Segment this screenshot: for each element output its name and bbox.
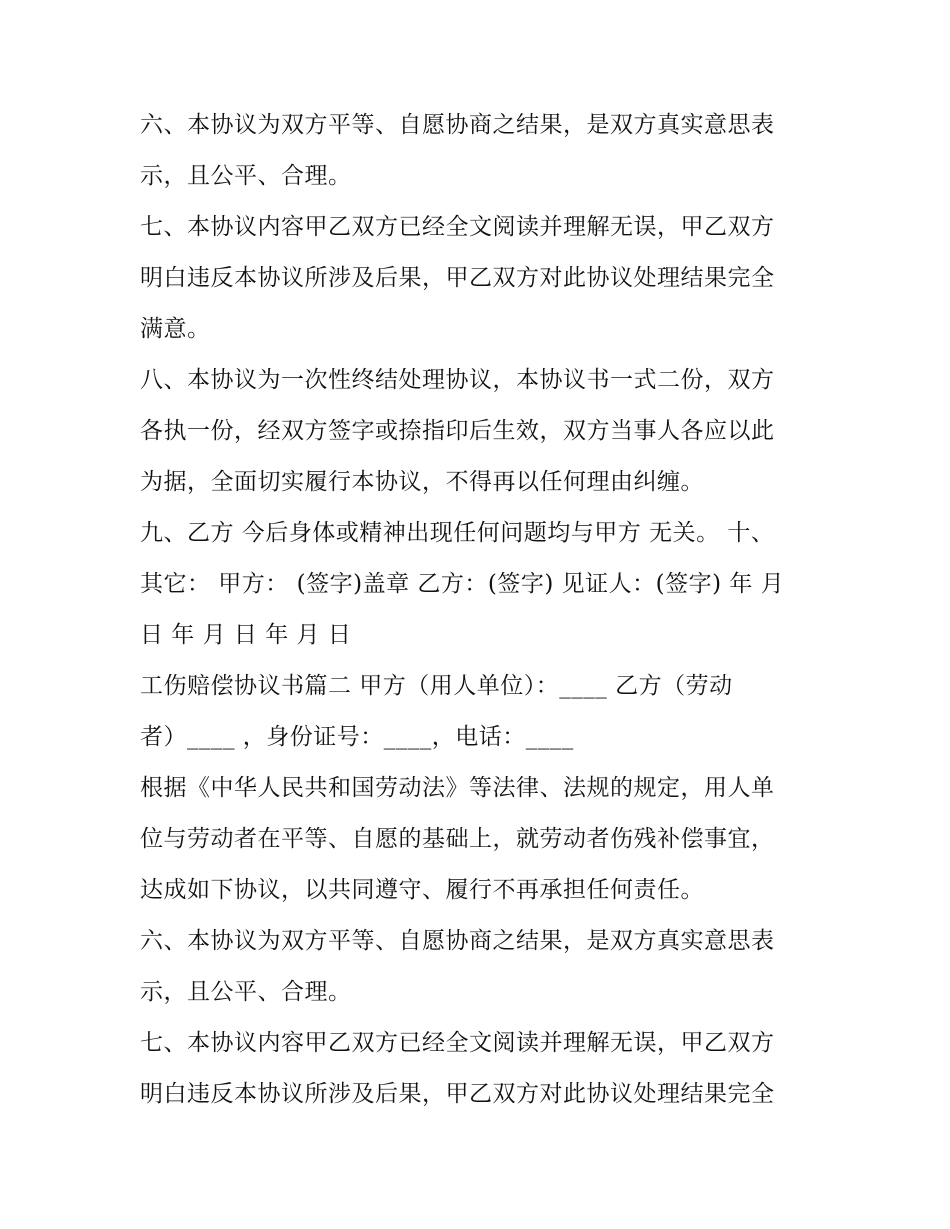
- text-line: 六、本协议为双方平等、自愿协商之结果，是双方真实意思表: [140, 928, 775, 954]
- text-line: 日 年 月 日 年 月 日: [140, 622, 352, 648]
- text-line: 八、本协议为一次性终结处理协议，本协议书一式二份，双方: [140, 367, 775, 393]
- text-line: 明白违反本协议所涉及后果，甲乙双方对此协议处理结果完全: [140, 1081, 775, 1107]
- text-line: 其它： 甲方： (签字)盖章 乙方：(签字) 见证人：(签字) 年 月: [140, 571, 785, 597]
- text-line: 六、本协议为双方平等、自愿协商之结果，是双方真实意思表: [140, 112, 775, 138]
- text-line: 明白违反本协议所涉及后果，甲乙双方对此协议处理结果完全: [140, 265, 775, 291]
- text-line: 位与劳动者在平等、自愿的基础上，就劳动者伤残补偿事宜，: [140, 826, 775, 852]
- text-line: 根据《中华人民共和国劳动法》等法律、法规的规定，用人单: [140, 775, 775, 801]
- text-line: 为据，全面切实履行本协议，不得再以任何理由纠缠。: [140, 469, 704, 495]
- text-line: 七、本协议内容甲乙双方已经全文阅读并理解无误，甲乙双方: [140, 1030, 775, 1056]
- text-line: 达成如下协议，以共同遵守、履行不再承担任何责任。: [140, 877, 704, 903]
- text-line: 示，且公平、合理。: [140, 163, 352, 189]
- text-line: 九、乙方 今后身体或精神出现任何问题均与甲方 无关。 十、: [140, 520, 775, 546]
- text-line: 满意。: [140, 316, 211, 342]
- document-page: [140, 100, 820, 1120]
- text-line: 者）____ ，身份证号：____，电话：____: [140, 724, 574, 750]
- text-line: 示，且公平、合理。: [140, 979, 352, 1005]
- section-heading-line: 工伤赔偿协议书篇二 甲方（用人单位）：____ 乙方（劳动: [140, 673, 733, 699]
- text-line: 各执一份，经双方签字或捺指印后生效，双方当事人各应以此: [140, 418, 775, 444]
- text-line: 七、本协议内容甲乙双方已经全文阅读并理解无误，甲乙双方: [140, 214, 775, 240]
